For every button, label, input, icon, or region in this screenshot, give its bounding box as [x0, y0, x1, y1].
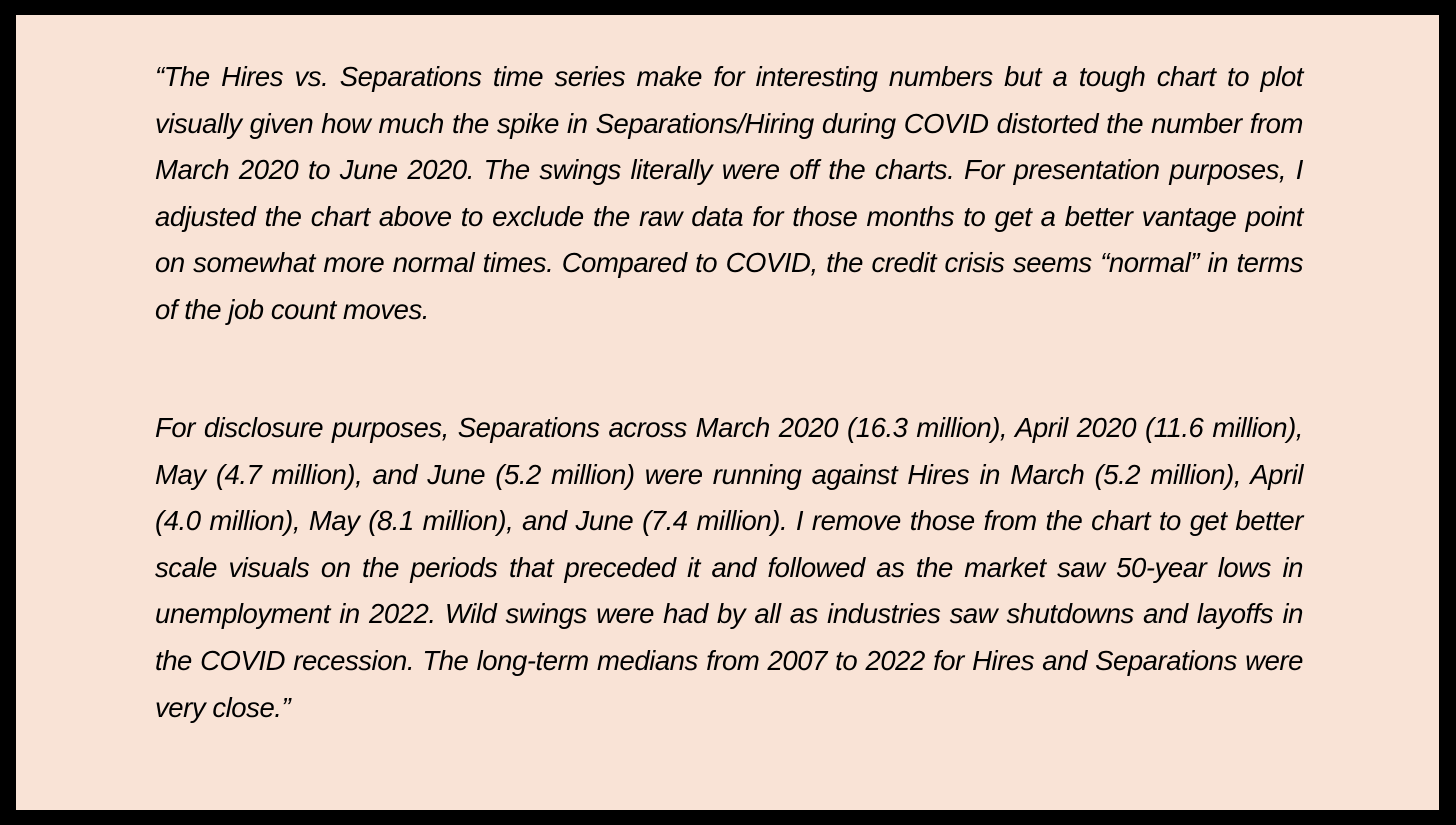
quote-paragraph-1: “The Hires vs. Separations time series make for interesting numbers but a tough chart to plot visually given how much the spike in Separations/Hiring during COVID distorted the number from March 2020 to June 2020. The swings literally were off the charts. For presentation purposes, I adjusted the chart above to exclude the raw data for those months to get a better vantage point on somewhat more normal times. Compared to COVID, the credit crisis seems “normal” in terms of the job count moves.	[155, 61, 1303, 325]
quote-paragraph-2: For disclosure purposes, Separations across March 2020 (16.3 million), April 2020 (11.6 million), May (4.7 million), and June (5.2 million) were running against Hires in March (5.2 million), April (4.0 million), May (8.1 million), and June (7.4 million). I remove those from the chart to get better scale visuals on the periods that preceded it and followed as the market saw 50-year lows in unemployment in 2022. Wild swings were had by all as industries saw shutdowns and layoffs in the COVID recession. The long-term medians from 2007 to 2022 for Hires and Separations were very close.”	[155, 412, 1303, 723]
quote-panel	[16, 15, 1439, 810]
